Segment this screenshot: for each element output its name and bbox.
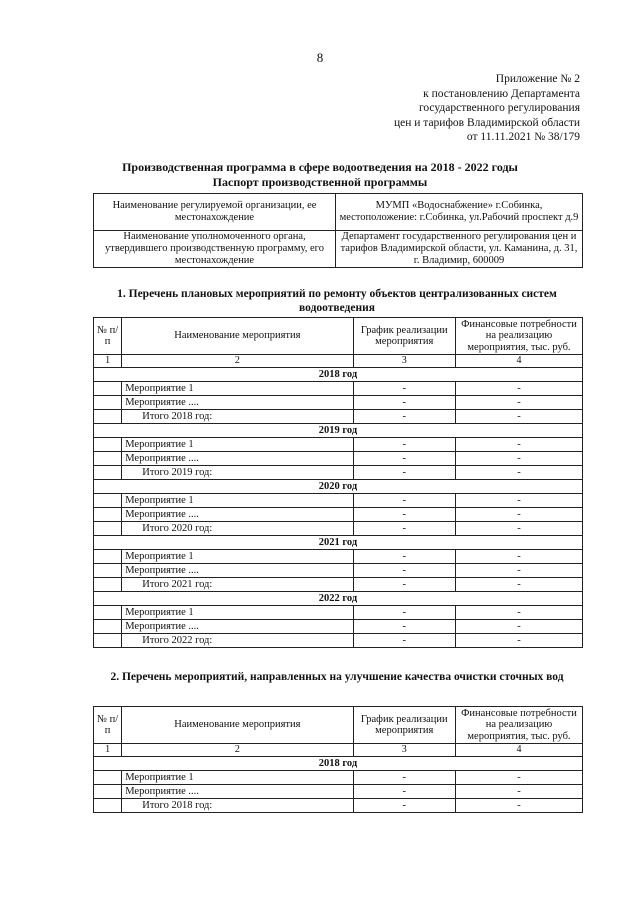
event-name: Мероприятие .... bbox=[122, 564, 353, 578]
row-num bbox=[94, 396, 122, 410]
column-number-row bbox=[94, 355, 583, 368]
title-line-2: Паспорт производственной программы bbox=[212, 175, 428, 189]
event-schedule: - bbox=[353, 438, 455, 452]
event-schedule: - bbox=[353, 564, 455, 578]
event-finance: - bbox=[455, 620, 582, 634]
passport-table bbox=[93, 193, 583, 268]
total-schedule: - bbox=[353, 410, 455, 424]
year-row bbox=[94, 480, 583, 494]
table-row bbox=[94, 494, 583, 508]
column-number: 2 bbox=[122, 355, 353, 368]
row-num bbox=[94, 634, 122, 648]
total-label: Итого 2022 год: bbox=[122, 634, 353, 648]
column-number: 1 bbox=[94, 355, 122, 368]
total-label: Итого 2019 год: bbox=[122, 466, 353, 480]
total-row bbox=[94, 578, 583, 592]
event-name: Мероприятие 1 bbox=[122, 494, 353, 508]
passport-value: Департамент государственного регулирования цен и тарифов Владимирской области, ул. Каманина, д. 31, г. Владимир, 600009 bbox=[336, 231, 583, 268]
event-finance: - bbox=[455, 508, 582, 522]
row-num bbox=[94, 410, 122, 424]
table-row bbox=[94, 508, 583, 522]
event-finance: - bbox=[455, 606, 582, 620]
passport-row bbox=[94, 231, 583, 268]
year-row bbox=[94, 424, 583, 438]
row-num bbox=[94, 508, 122, 522]
table-row bbox=[94, 382, 583, 396]
table-row bbox=[94, 452, 583, 466]
header-finance: Финансовые потребности на реализацию мероприятия, тыс. руб. bbox=[455, 318, 582, 355]
event-finance: - bbox=[455, 452, 582, 466]
header-finance: Финансовые потребности на реализацию мероприятия, тыс. руб. bbox=[455, 707, 582, 744]
event-name: Мероприятие .... bbox=[122, 452, 353, 466]
event-schedule: - bbox=[353, 785, 455, 799]
year-label: 2020 год bbox=[94, 480, 583, 494]
event-finance: - bbox=[455, 438, 582, 452]
appendix-line: Приложение № 2 bbox=[495, 73, 580, 85]
header-num: № п/п bbox=[94, 707, 122, 744]
appendix-line: государственного регулирования bbox=[418, 102, 580, 114]
appendix-line: к постановлению Департамента bbox=[423, 87, 580, 100]
row-num bbox=[94, 466, 122, 480]
row-num bbox=[94, 438, 122, 452]
total-finance: - bbox=[455, 410, 582, 424]
appendix-header bbox=[394, 72, 580, 145]
event-schedule: - bbox=[353, 382, 455, 396]
table-header-row bbox=[94, 707, 583, 744]
row-num bbox=[94, 785, 122, 799]
table-row bbox=[94, 785, 583, 799]
event-schedule: - bbox=[353, 494, 455, 508]
event-name: Мероприятие .... bbox=[122, 620, 353, 634]
column-number: 3 bbox=[353, 355, 455, 368]
table-row bbox=[94, 564, 583, 578]
table-row bbox=[94, 771, 583, 785]
column-number: 2 bbox=[122, 744, 353, 757]
event-schedule: - bbox=[353, 620, 455, 634]
table-row bbox=[94, 438, 583, 452]
header-name: Наименование мероприятия bbox=[122, 318, 353, 355]
year-row bbox=[94, 368, 583, 382]
document-title bbox=[0, 160, 640, 190]
section1-title: 1. Перечень плановых мероприятий по ремонту объектов централизованных систем водоотведения bbox=[117, 288, 557, 314]
total-row bbox=[94, 410, 583, 424]
section1-table bbox=[93, 317, 583, 648]
event-name: Мероприятие 1 bbox=[122, 771, 353, 785]
event-finance: - bbox=[455, 564, 582, 578]
row-num bbox=[94, 550, 122, 564]
year-row bbox=[94, 592, 583, 606]
event-finance: - bbox=[455, 382, 582, 396]
event-schedule: - bbox=[353, 606, 455, 620]
passport-value: МУМП «Водоснабжение» г.Собинка, местоположение: г.Собинка, ул.Рабочий проспект д.9 bbox=[336, 194, 583, 231]
column-number: 4 bbox=[455, 744, 582, 757]
table-row bbox=[94, 606, 583, 620]
total-label: Итого 2018 год: bbox=[122, 799, 353, 813]
event-name: Мероприятие 1 bbox=[122, 438, 353, 452]
total-schedule: - bbox=[353, 799, 455, 813]
total-row bbox=[94, 634, 583, 648]
row-num bbox=[94, 494, 122, 508]
event-schedule: - bbox=[353, 396, 455, 410]
row-num bbox=[94, 771, 122, 785]
header-schedule: График реализации мероприятия bbox=[353, 318, 455, 355]
total-row bbox=[94, 522, 583, 536]
total-schedule: - bbox=[353, 578, 455, 592]
row-num bbox=[94, 564, 122, 578]
row-num bbox=[94, 606, 122, 620]
row-num bbox=[94, 452, 122, 466]
event-finance: - bbox=[455, 771, 582, 785]
passport-label: Наименование уполномоченного органа, утвердившего производственную программу, его местонахождение bbox=[94, 231, 336, 268]
year-label: 2019 год bbox=[94, 424, 583, 438]
year-row bbox=[94, 536, 583, 550]
header-schedule: График реализации мероприятия bbox=[353, 707, 455, 744]
event-finance: - bbox=[455, 494, 582, 508]
passport-label: Наименование регулируемой организации, ее местонахождение bbox=[94, 194, 336, 231]
total-label: Итого 2021 год: bbox=[122, 578, 353, 592]
section2-title: 2. Перечень мероприятий, направленных на улучшение качества очистки сточных вод bbox=[110, 671, 564, 683]
total-finance: - bbox=[455, 522, 582, 536]
title-line-1: Производственная программа в сфере водоотведения на 2018 - 2022 годы bbox=[122, 160, 518, 174]
year-label: 2018 год bbox=[94, 757, 583, 771]
event-name: Мероприятие .... bbox=[122, 396, 353, 410]
year-label: 2018 год bbox=[94, 368, 583, 382]
column-number: 4 bbox=[455, 355, 582, 368]
event-name: Мероприятие 1 bbox=[122, 382, 353, 396]
total-finance: - bbox=[455, 799, 582, 813]
column-number: 3 bbox=[353, 744, 455, 757]
total-finance: - bbox=[455, 634, 582, 648]
event-schedule: - bbox=[353, 508, 455, 522]
event-finance: - bbox=[455, 396, 582, 410]
total-finance: - bbox=[455, 578, 582, 592]
appendix-line: от 11.11.2021 № 38/179 bbox=[466, 131, 580, 143]
row-num bbox=[94, 522, 122, 536]
row-num bbox=[94, 578, 122, 592]
column-number: 1 bbox=[94, 744, 122, 757]
table-header-row bbox=[94, 318, 583, 355]
table-row bbox=[94, 620, 583, 634]
total-row bbox=[94, 799, 583, 813]
row-num bbox=[94, 382, 122, 396]
event-name: Мероприятие .... bbox=[122, 508, 353, 522]
column-number-row bbox=[94, 744, 583, 757]
row-num bbox=[94, 799, 122, 813]
header-name: Наименование мероприятия bbox=[122, 707, 353, 744]
header-num: № п/п bbox=[94, 318, 122, 355]
table-row bbox=[94, 396, 583, 410]
section2-table bbox=[93, 706, 583, 813]
event-finance: - bbox=[455, 550, 582, 564]
event-finance: - bbox=[455, 785, 582, 799]
year-row bbox=[94, 757, 583, 771]
total-schedule: - bbox=[353, 466, 455, 480]
event-schedule: - bbox=[353, 452, 455, 466]
total-label: Итого 2020 год: bbox=[122, 522, 353, 536]
total-finance: - bbox=[455, 466, 582, 480]
event-name: Мероприятие 1 bbox=[122, 606, 353, 620]
event-name: Мероприятие .... bbox=[122, 785, 353, 799]
total-schedule: - bbox=[353, 634, 455, 648]
event-schedule: - bbox=[353, 550, 455, 564]
total-schedule: - bbox=[353, 522, 455, 536]
table-row bbox=[94, 550, 583, 564]
total-row bbox=[94, 466, 583, 480]
event-name: Мероприятие 1 bbox=[122, 550, 353, 564]
event-schedule: - bbox=[353, 771, 455, 785]
total-label: Итого 2018 год: bbox=[122, 410, 353, 424]
passport-row bbox=[94, 194, 583, 231]
page-number: 8 bbox=[316, 50, 324, 65]
year-label: 2021 год bbox=[94, 536, 583, 550]
year-label: 2022 год bbox=[94, 592, 583, 606]
row-num bbox=[94, 620, 122, 634]
appendix-line: цен и тарифов Владимирской области bbox=[393, 116, 580, 129]
